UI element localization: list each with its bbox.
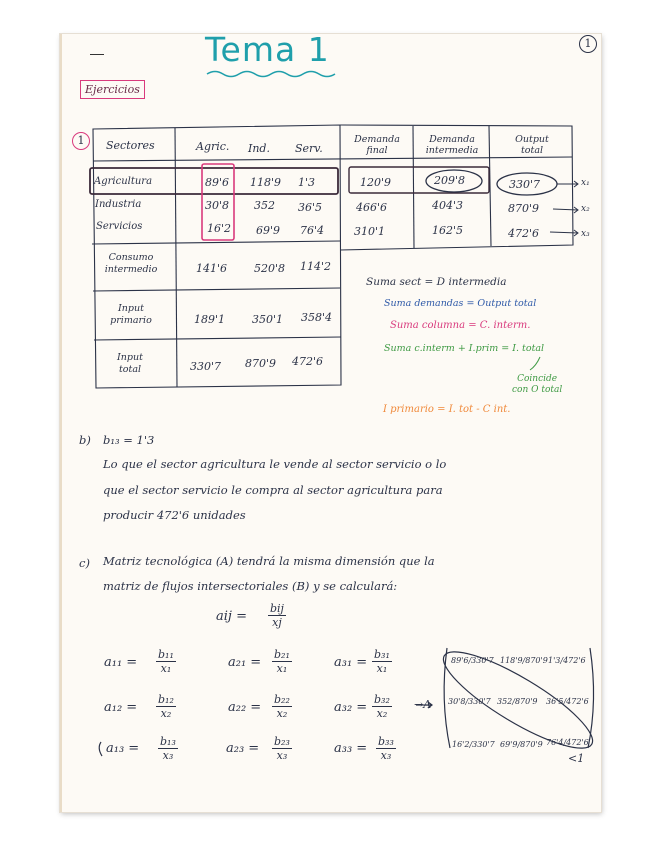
cell-iprim-agric: 189'1 [194, 313, 226, 326]
note-suma-sect: Suma sect = D intermedia [366, 276, 507, 288]
matrix-a12: 118'9/870'9 [500, 656, 548, 665]
row-label-industria: Industria [95, 199, 142, 210]
cell-ind-agric: 30'8 [205, 199, 230, 212]
cell-ind-ind: 352 [254, 199, 275, 212]
formula-a32-lhs: a₃₂ = [334, 700, 368, 715]
part-b-line-3: producir 472'6 unidades [103, 508, 246, 522]
cell-iprim-ind: 350'1 [252, 313, 284, 326]
formula-a21-lhs: a₂₁ = [228, 655, 262, 670]
matrix-a23: 36'5/472'6 [546, 697, 589, 706]
part-b-line-2: que el sector servicio le compra al sector agricultura para [103, 483, 443, 497]
formula-a32-frac: $\frac{\text{b₃₂}}{\text{x₂}}$ [374, 693, 390, 720]
formula-a33-lhs: a₃₃ = [334, 741, 368, 756]
matrix-a31: 16'2/330'7 [452, 740, 495, 749]
matrix-a13: 1'3/472'6 [548, 656, 586, 665]
row-label-servicios: Servicios [96, 221, 143, 232]
arrow-a-label: →A [414, 698, 432, 711]
cell-itot-serv: 472'6 [292, 355, 324, 368]
cell-agric-di: 209'8 [434, 174, 466, 187]
cell-serv-di: 162'5 [432, 224, 464, 237]
section-label: Ejercicios [80, 80, 145, 99]
cell-agric-ind: 118'9 [250, 176, 282, 189]
part-b-line-1: Lo que el sector agricultura le vende al sector servicio o lo [103, 457, 447, 471]
cell-agric-serv: 1'3 [298, 176, 316, 189]
x3-label: x₃ [581, 229, 590, 239]
cell-ind-df: 466'6 [356, 201, 388, 214]
header-sectores: Sectores [106, 139, 155, 152]
part-c-label: c) [79, 556, 90, 570]
cell-itot-ind: 870'9 [245, 357, 277, 370]
formula-a13-lhs: a₁₃ = [106, 741, 140, 756]
matrix-a22: 352/870'9 [497, 697, 538, 706]
cell-iprim-serv: 358'4 [301, 311, 333, 324]
page-title: Tema 1 [205, 30, 330, 69]
note-suma-interm-prim: Suma c.interm + I.prim = I. total [384, 343, 545, 354]
header-agric: Agric. [196, 140, 230, 153]
x1-label: x₁ [581, 178, 590, 188]
formula-general-lhs: aij = [216, 609, 247, 624]
cell-agric-df: 120'9 [360, 176, 392, 189]
formula-a11-frac: $\frac{\text{b₁₁}}{\text{x₁}}$ [158, 648, 174, 675]
part-c-line-1: Matriz tecnológica (A) tendrá la misma dimensión que la [103, 554, 435, 568]
cell-itot-agric: 330'7 [190, 360, 222, 373]
row-label-agricultura: Agricultura [94, 176, 153, 187]
cell-serv-df: 310'1 [354, 225, 386, 238]
row-label-input-total: Input total [117, 352, 143, 375]
x2-label: x₂ [581, 204, 590, 214]
header-serv: Serv. [295, 142, 323, 155]
cell-ind-ot: 870'9 [508, 202, 540, 215]
note-i-primario: I primario = I. tot - C int. [383, 404, 511, 415]
matrix-a33: 76'4/472'6 [546, 738, 589, 747]
less-than-one-label: <1 [568, 752, 585, 765]
part-b-equation: b₁₃ = 1'3 [103, 433, 155, 447]
exercise-number-badge: 1 [72, 132, 90, 150]
header-ind: Ind. [248, 142, 270, 155]
cell-agric-agric: 89'6 [205, 176, 230, 189]
cell-ind-di: 404'3 [432, 199, 464, 212]
formula-a23-lhs: a₂₃ = [226, 741, 260, 756]
row-label-input-primario: Input primario [110, 303, 152, 326]
part-c-line-2: matriz de flujos intersectoriales (B) y se calculará: [103, 579, 398, 593]
formula-a13-frac: $\frac{\text{b₁₃}}{\text{x₃}}$ [160, 735, 176, 762]
formula-a33-frac: $\frac{\text{b₃₃}}{\text{x₃}}$ [378, 735, 394, 762]
note-suma-demandas: Suma demandas = Output total [384, 298, 537, 309]
header-output-total: Output total [515, 134, 549, 156]
formula-general-frac: bij xj [270, 602, 284, 629]
cell-serv-agric: 16'2 [207, 222, 232, 235]
cell-serv-serv: 76'4 [300, 224, 325, 237]
matrix-a21: 30'8/330'7 [448, 697, 491, 706]
cell-serv-ot: 472'6 [508, 227, 540, 240]
formula-a21-frac: $\frac{\text{b₂₁}}{\text{x₁}}$ [274, 648, 290, 675]
row-label-consumo: Consumo intermedio [104, 252, 158, 275]
cell-consumo-agric: 141'6 [196, 262, 228, 275]
formula-a31-lhs: a₃₁ = [334, 655, 368, 670]
formula-a12-frac: $\frac{\text{b₁₂}}{\text{x₂}}$ [158, 693, 174, 720]
formula-a22-frac: $\frac{\text{b₂₂}}{\text{x₂}}$ [274, 693, 290, 720]
cell-agric-ot: 330'7 [509, 178, 541, 191]
formula-a31-frac: $\frac{\text{b₃₁}}{\text{x₁}}$ [374, 648, 390, 675]
page-number-badge: 1 [579, 35, 597, 53]
header-demanda-final: Demanda final [354, 134, 400, 156]
cell-consumo-serv: 114'2 [300, 260, 332, 273]
formula-a23-frac: $\frac{\text{b₂₃}}{\text{x₃}}$ [274, 735, 290, 762]
note-suma-columna: Suma columna = C. interm. [390, 320, 531, 331]
cell-ind-serv: 36'5 [298, 201, 323, 214]
header-demanda-intermedia: Demanda intermedia [425, 134, 479, 156]
formula-a12-lhs: a₁₂ = [104, 700, 138, 715]
note-coincide: Coincide con O total [512, 374, 563, 395]
cell-serv-ind: 69'9 [256, 224, 281, 237]
formula-a22-lhs: a₂₂ = [228, 700, 262, 715]
cell-consumo-ind: 520'8 [254, 262, 286, 275]
part-b-label: b) [79, 433, 91, 447]
formula-a11-lhs: a₁₁ = [104, 655, 138, 670]
matrix-a32: 69'9/870'9 [500, 740, 543, 749]
matrix-a11: 89'6/330'7 [451, 656, 494, 665]
